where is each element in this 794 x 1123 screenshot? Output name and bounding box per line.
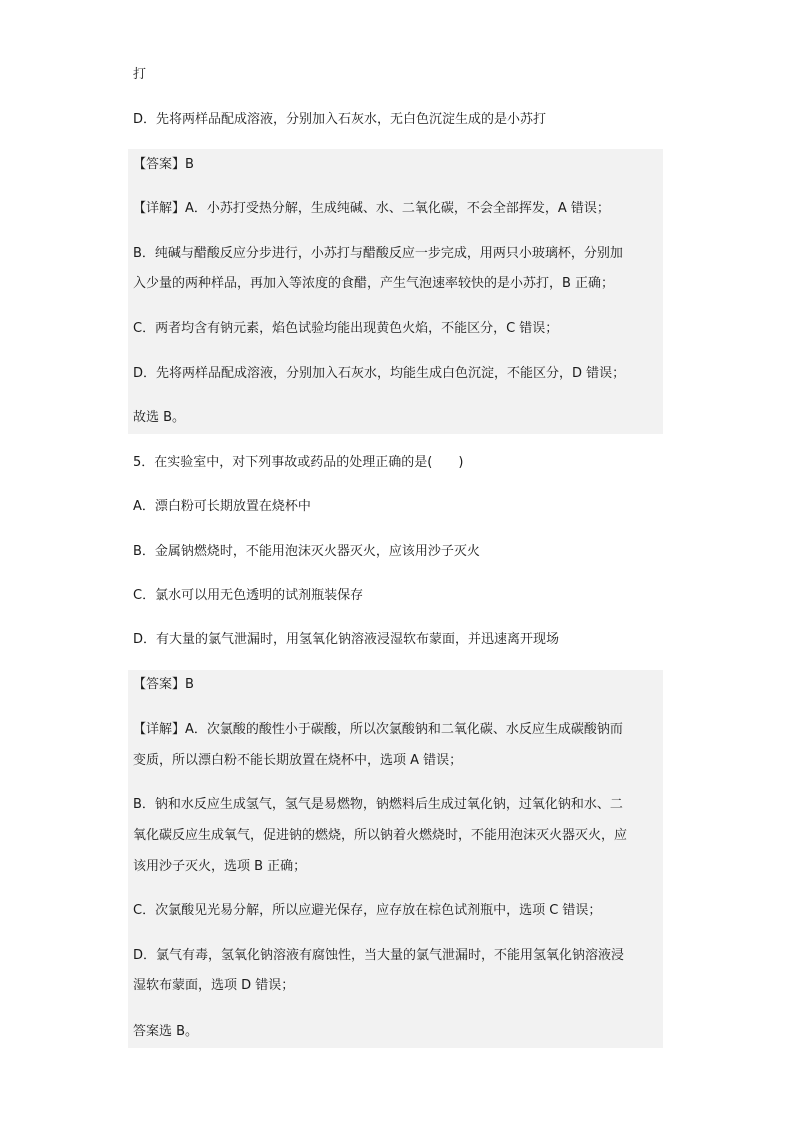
q4-explain-line: D．先将两样品配成溶液，分别加入石灰水，均能生成白色沉淀，不能区分，D 错误； [133, 366, 626, 381]
q5-explain-line: 氧化碳反应生成氧气，促进钠的燃烧，所以钠着火燃烧时，不能用泡沫灭火器灭火，应 [133, 828, 628, 843]
q5-explain-line: 变质，所以漂白粉不能长期放置在烧杯中，选项 A 错误； [133, 753, 463, 768]
q5-explain-line: B．钠和水反应生成氢气，氢气是易燃物，钠燃料后生成过氧化钠，过氧化钠和水、二 [133, 797, 623, 812]
q4-explain-line: B．纯碱与醋酸反应分步进行，小苏打与醋酸反应一步完成，用两只小玻璃杯，分别加 [133, 246, 623, 261]
q5-option-b: B．金属钠燃烧时，不能用泡沫灭火器灭火，应该用沙子灭火 [133, 544, 480, 559]
q5-explain-line: 【详解】A．次氯酸的酸性小于碳酸，所以次氯酸钠和二氧化碳、水反应生成碳酸钠而 [133, 722, 623, 737]
q5-conclusion: 答案选 B。 [133, 1024, 199, 1039]
q4-explain-line: C．两者均含有钠元素，焰色试验均能出现黄色火焰，不能区分，C 错误； [133, 321, 559, 336]
q5-option-d: D．有大量的氯气泄漏时，用氢氧化钠溶液浸湿软布蒙面，并迅速离开现场 [133, 632, 560, 647]
q5-answer: 【答案】B [133, 677, 194, 692]
q4-conclusion: 故选 B。 [133, 410, 186, 425]
q5-explain-line: C．次氯酸见光易分解，所以应避光保存，应存放在棕色试剂瓶中，选项 C 错误； [133, 903, 602, 918]
q5-stem: 5．在实验室中，对下列事故或药品的处理正确的是( ) [133, 455, 464, 470]
q4-explain-line: 【详解】A．小苏打受热分解，生成纯碱、水、二氧化碳，不会全部挥发，A 错误； [133, 201, 610, 216]
q4-explain-line: 入少量的两种样品，再加入等浓度的食醋，产生气泡速率较快的是小苏打，B 正确； [133, 276, 615, 291]
q5-option-c: C．氯水可以用无色透明的试剂瓶装保存 [133, 588, 364, 603]
q5-option-a: A．漂白粉可长期放置在烧杯中 [133, 499, 311, 514]
q5-explain-line: D．氯气有毒，氢氧化钠溶液有腐蚀性，当大量的氯气泄漏时，不能用氢氧化钠溶液浸 [133, 948, 625, 963]
q4-stem-end: 打 [133, 67, 147, 82]
q5-explain-line: 该用沙子灭火，选项 B 正确； [133, 859, 307, 874]
q4-answer: 【答案】B [133, 157, 194, 172]
q4-option-d: D．先将两样品配成溶液，分别加入石灰水，无白色沉淀生成的是小苏打 [133, 112, 547, 127]
q5-explain-line: 湿软布蒙面，选项 D 错误； [133, 978, 295, 993]
